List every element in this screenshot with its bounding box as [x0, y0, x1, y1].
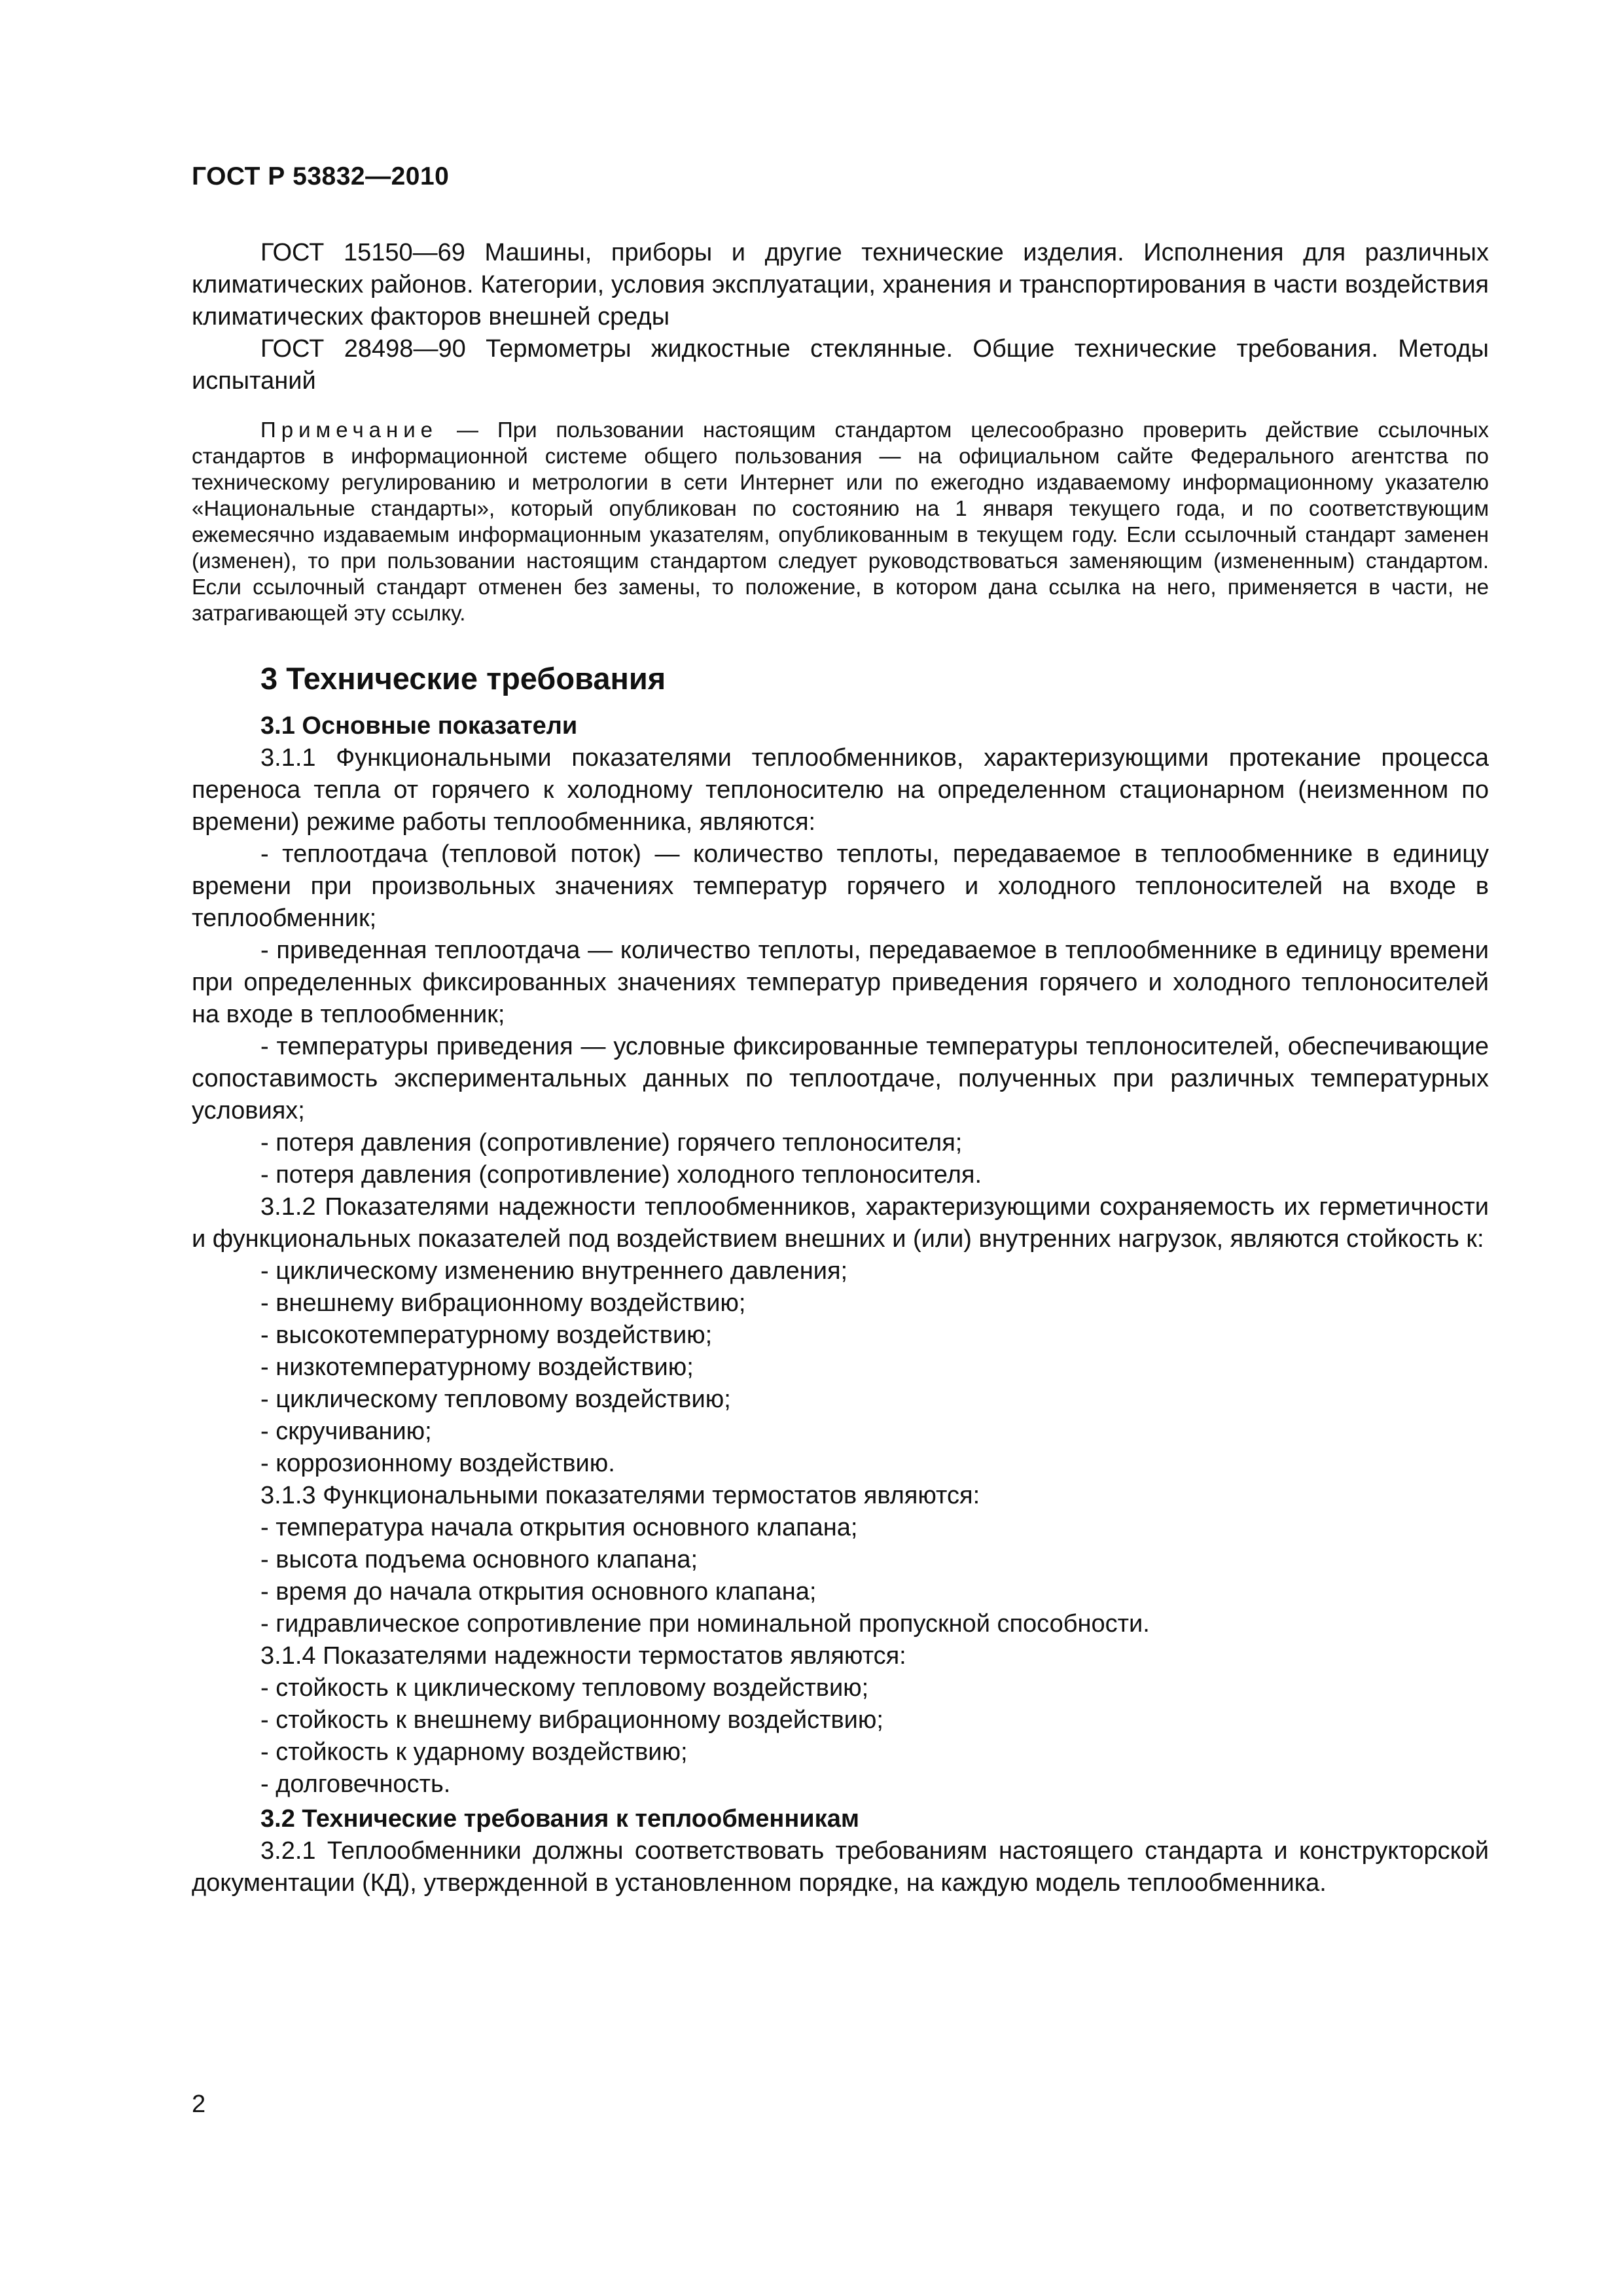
section-3-2-title: 3.2 Технические требования к теплообменникам [260, 1805, 859, 1833]
list-item: - гидравлическое сопротивление при номинальной пропускной способности. [260, 1610, 1150, 1638]
list-item: - скручиванию; [260, 1418, 432, 1445]
list-item: - циклическому изменению внутреннего давления; [260, 1257, 848, 1285]
list-item: - стойкость к циклическому тепловому воздействию; [260, 1674, 869, 1702]
reference-gost-28498: ГОСТ 28498—90 Термометры жидкостные стеклянные. Общие технические требования. Методы испытаний [192, 335, 1489, 395]
section-3-title: 3 Технические требования [260, 661, 666, 696]
note-text: — При пользовании настоящим стандартом целесообразно проверить действие ссылочных стандартов в информационной системе общего пользования — на официальном сайте Федерального агентства по техническому регулированию и метрологии в сети Интернет или по ежегодно издаваемому информационному указателю «Национальные стандарты», который опубликован по состоянию на 1 января текущего года, и по соответствующим ежемесячно издаваемым информационным указателям, опубликованным в текущем году. Если ссылочный стандарт заменен (изменен), то при пользовании настоящим стандартом следует руководствоваться заменяющим (измененным) стандартом. Если ссылочный стандарт отменен без замены, то положение, в котором дана ссылка на него, применяется в части, не затрагивающей эту ссылку. [192, 418, 1489, 625]
clause-3-1-2: 3.1.2 Показателями надежности теплообменников, характеризующими сохраняемость их герметичности и функциональных показателей под воздействием внешних и (или) внутренних нагрузок, являются стойкость к: [192, 1193, 1489, 1253]
list-item: - внешнему вибрационному воздействию; [260, 1289, 746, 1317]
list-item: - температуры приведения — условные фиксированные температуры теплоносителей, обеспечивающие сопоставимость экспериментальных данных по теплоотдаче, полученных при различных температурных условиях; [192, 1033, 1489, 1124]
list-item: - низкотемпературному воздействию; [260, 1354, 694, 1381]
document-header: ГОСТ Р 53832—2010 [192, 162, 450, 190]
clause-3-1-4: 3.1.4 Показателями надежности термостатов являются: [260, 1642, 906, 1670]
list-item: - стойкость к ударному воздействию; [260, 1738, 688, 1766]
list-item: - теплоотдача (тепловой поток) — количество теплоты, передаваемое в теплообменнике в единицу времени при произвольных значениях температур горячего и холодного теплоносителей на входе в теплообменник; [192, 840, 1489, 932]
list-item: - высота подъема основного клапана; [260, 1546, 698, 1573]
note-paragraph [192, 417, 1489, 626]
list-item: - потеря давления (сопротивление) горячего теплоносителя; [260, 1129, 963, 1157]
clause-3-1-3: 3.1.3 Функциональными показателями термостатов являются: [260, 1482, 980, 1509]
list-item: - высокотемпературному воздействию; [260, 1321, 713, 1349]
list-item: - долговечность. [260, 1770, 451, 1798]
list-item: - температура начала открытия основного клапана; [260, 1514, 858, 1541]
list-item: - приведенная теплоотдача — количество теплоты, передаваемое в теплообменнике в единицу времени при определенных фиксированных значениях температур приведения горячего и холодного теплоносителей на входе в теплообменник; [192, 937, 1489, 1028]
page-content [192, 237, 1489, 1899]
reference-gost-15150: ГОСТ 15150—69 Машины, приборы и другие технические изделия. Исполнения для различных климатических районов. Категории, условия эксплуатации, хранения и транспортирования в части воздействия климатических факторов внешней среды [192, 239, 1489, 331]
section-3-1-title: 3.1 Основные показатели [260, 712, 578, 740]
list-item: - потеря давления (сопротивление) холодного теплоносителя. [260, 1161, 982, 1189]
clause-3-2-1: 3.2.1 Теплообменники должны соответствовать требованиям настоящего стандарта и конструкторской документации (КД), утвержденной в установленном порядке, на каждую модель теплообменника. [192, 1837, 1489, 1897]
clause-3-1-1: 3.1.1 Функциональными показателями теплообменников, характеризующими протекание процесса переноса тепла от горячего к холодному теплоносителю на определенном стационарном (неизменном по времени) режиме работы теплообменника, являются: [192, 744, 1489, 836]
page-number: 2 [192, 2090, 206, 2118]
list-item: - циклическому тепловому воздействию; [260, 1386, 731, 1413]
list-item: - время до начала открытия основного клапана; [260, 1578, 817, 1605]
note-label: Примечание [260, 418, 438, 442]
list-item: - стойкость к внешнему вибрационному воздействию; [260, 1706, 883, 1734]
list-item: - коррозионному воздействию. [260, 1450, 615, 1477]
